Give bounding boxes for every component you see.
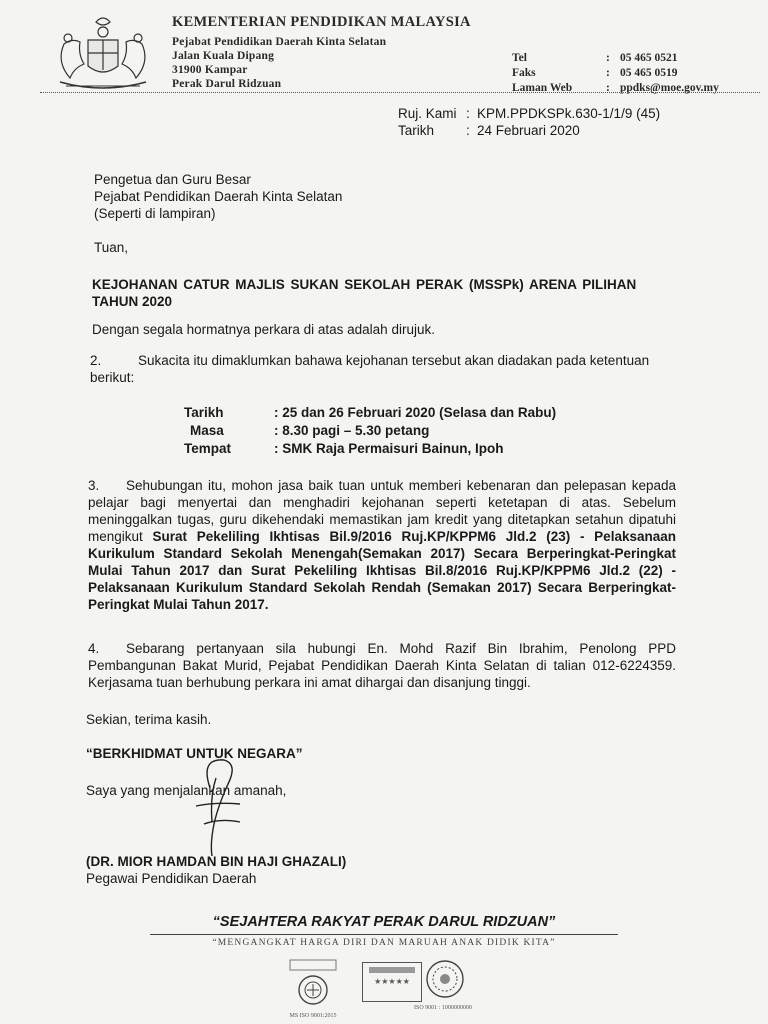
state-motto: “SEJAHTERA RAKYAT PERAK DARUL RIDZUAN”	[212, 914, 556, 930]
signatory-title: Pegawai Pendidikan Daerah	[86, 871, 257, 886]
paragraph-2-text: berikut:	[90, 370, 135, 385]
tel-label: Tel	[512, 52, 527, 64]
detail-value-date: : 25 dan 26 Februari 2020 (Selasa dan Rabu)	[274, 405, 557, 420]
separator: :	[606, 82, 610, 94]
salutation: Tuan,	[94, 240, 129, 255]
star-rating-icon: ★★★★★	[374, 977, 410, 986]
reference-label: Ruj. Kami	[398, 106, 457, 121]
separator: :	[466, 106, 470, 121]
paragraph-4-number: 4.	[88, 641, 100, 656]
detail-label-date: Tarikh	[184, 405, 224, 420]
coat-of-arms-icon	[44, 14, 162, 94]
separator: :	[466, 123, 470, 138]
address-line: Jalan Kuala Dipang	[172, 50, 275, 62]
detail-label-time: Masa	[190, 423, 224, 438]
separator: :	[606, 67, 610, 79]
separator: :	[606, 52, 610, 64]
tagline: “MENGANGKAT HARGA DIRI DAN MARUAH ANAK DIDIK KITA”	[212, 938, 556, 948]
slogan: “BERKHIDMAT UNTUK NEGARA”	[86, 746, 303, 761]
detail-value-venue: : SMK Raja Permaisuri Bainun, Ipoh	[274, 441, 504, 456]
iso-badge-caption: MS ISO 9001:2015	[289, 1013, 337, 1019]
fax-label: Faks	[512, 67, 536, 79]
trust-line: Saya yang menjalankan amanah,	[86, 783, 287, 798]
detail-label-venue: Tempat	[184, 441, 232, 456]
signatory-name: (DR. MIOR HAMDAN BIN HAJI GHAZALI)	[86, 854, 347, 869]
recipient-line: Pejabat Pendidikan Daerah Kinta Selatan	[94, 189, 343, 204]
address-line: 31900 Kampar	[172, 64, 248, 76]
footer-divider	[150, 934, 618, 935]
paragraph-3	[88, 477, 676, 613]
iso-seal	[414, 958, 472, 1018]
reference-number: KPM.PPDKSPk.630-1/1/9 (45)	[477, 106, 661, 121]
recipient-line: (Seperti di lampiran)	[94, 206, 216, 221]
signature-icon	[176, 748, 256, 858]
date-label: Tarikh	[398, 123, 435, 138]
address-line: Perak Darul Ridzuan	[172, 78, 282, 90]
paragraph-2-text: Sukacita itu dimaklumkan bahawa kejohanan tersebut akan diadakan pada ketentuan	[138, 353, 650, 368]
tel-value: 05 465 0521	[620, 52, 678, 64]
recipient-line: Pengetua dan Guru Besar	[94, 172, 251, 187]
detail-value-time: : 8.30 pagi – 5.30 petang	[274, 423, 430, 438]
header-divider	[40, 92, 760, 93]
paragraph-4	[88, 640, 676, 691]
paragraph-4-text: Sebarang pertanyaan sila hubungi En. Mohd Razif Bin Ibrahim, Penolong PPD Pembangunan Bakat Murid, Pejabat Pendidikan Daerah Kinta Selatan di talian 012-6224359. Kerjasama tuan berhubung perkara ini amat dihargai dan disanjung tinggi.	[88, 641, 676, 690]
paragraph-2-number: 2.	[90, 353, 102, 368]
subject-line: KEJOHANAN CATUR MAJLIS SUKAN SEKOLAH PERAK (MSSPk) ARENA PILIHAN	[92, 277, 637, 292]
address-line: Pejabat Pendidikan Daerah Kinta Selatan	[172, 36, 387, 48]
letter-date: 24 Februari 2020	[477, 123, 580, 138]
web-label: Laman Web	[512, 82, 573, 94]
badge-header-bar	[369, 967, 415, 973]
fax-value: 05 465 0519	[620, 67, 678, 79]
quality-star-badge	[362, 962, 422, 1002]
circular-reference: Surat Pekeliling Ikhtisas Bil.9/2016 Ruj.KP/KPPM6 Jld.2 (23) - Pelaksanaan Kurikulum Standard Sekolah Menengah(Semakan 2017) Secara Berperingkat-Peringkat Mulai Tahun 2017 dan Surat Pekeliling Ikhtisas Bil.8/2016 Ruj.KP/KPPM6 Jld.2 (22) - Pelaksanaan Kurikulum Standard Sekolah Rendah (Semakan 2017) Secara Berperingkat-Peringkat Mulai Tahun 2017.	[88, 529, 676, 612]
paragraph-3-number: 3.	[88, 478, 100, 493]
ministry-name: KEMENTERIAN PENDIDIKAN MALAYSIA	[172, 14, 471, 30]
paragraph-3-text: Sehubungan itu, mohon jasa baik tuan untuk memberi kebenaran dan pelepasan kepada pelajar bagi menyertai dan menghadiri kejohanan seperti ketetapan di atas. Sebelum meninggalkan tugas, guru dikehendaki memastikan jam kredit yang ditetapkan setahun dipatuhi mengikut	[88, 478, 676, 544]
iso-badge-icon	[282, 958, 344, 1008]
subject-line: TAHUN 2020	[92, 294, 173, 309]
web-value[interactable]: ppdks@moe.gov.my	[620, 82, 719, 94]
iso-certification-badge	[282, 958, 344, 1018]
closing: Sekian, terima kasih.	[86, 712, 212, 727]
seal-icon	[424, 958, 466, 1000]
paragraph-1: Dengan segala hormatnya perkara di atas adalah dirujuk.	[92, 322, 435, 337]
seal-caption: ISO 9001 : 1000000000	[414, 1005, 472, 1011]
